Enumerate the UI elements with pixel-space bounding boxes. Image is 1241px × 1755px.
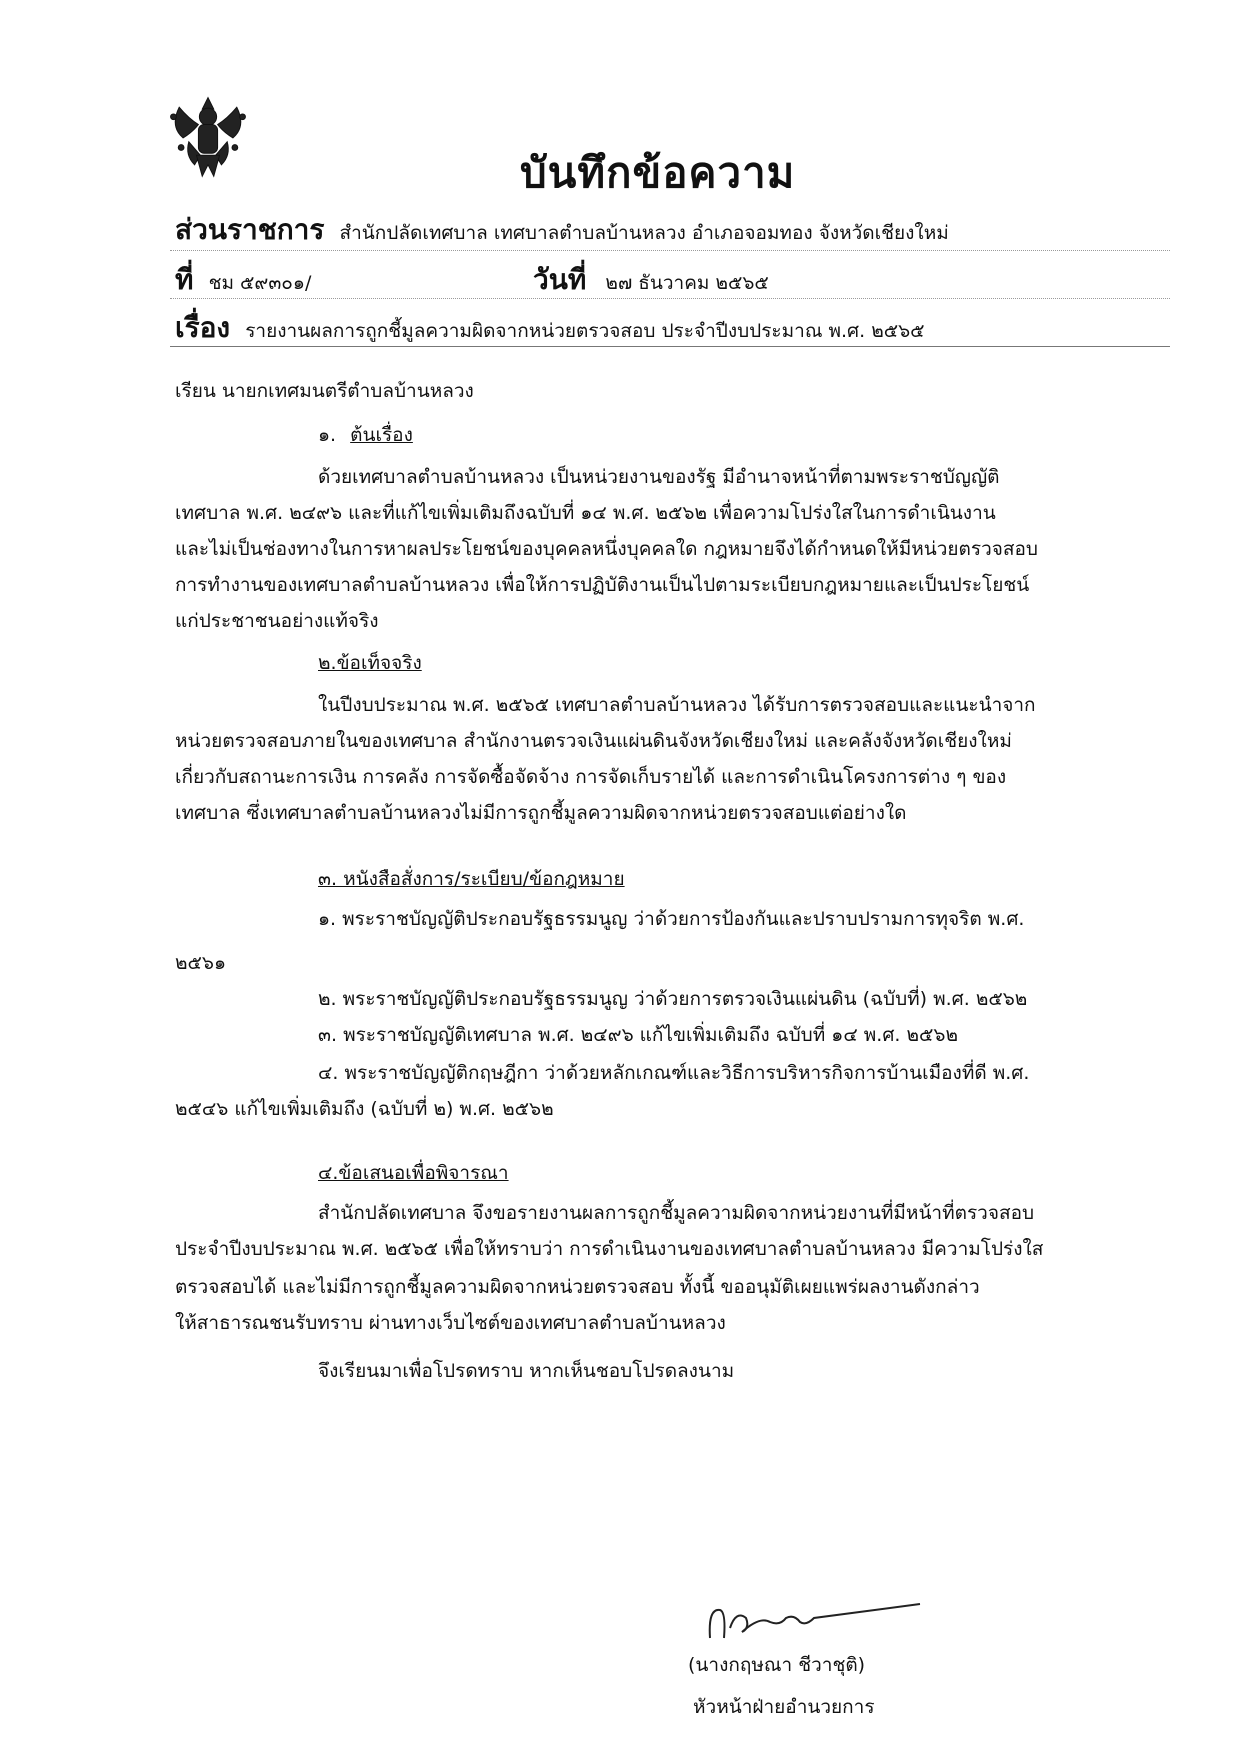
subject-label: เรื่อง	[175, 311, 231, 344]
section-2-line: ในปีงบประมาณ พ.ศ. ๒๕๖๕ เทศบาลตำบลบ้านหลวง ได้รับการตรวจสอบและแนะนำจาก	[318, 694, 1036, 716]
section-2-heading: ๒.ข้อเท็จจริง	[318, 652, 422, 674]
section-3-line: ๒๕๖๑	[175, 952, 227, 974]
section-2-line: หน่วยตรวจสอบภายในของเทศบาล สำนักงานตรวจเงินแผ่นดินจังหวัดเชียงใหม่ และคลังจังหวัดเชียงใหม่	[175, 730, 1012, 752]
agency-divider	[170, 250, 1170, 251]
section-4-line: ตรวจสอบได้ และไม่มีการถูกชี้มูลความผิดจากหน่วยตรวจสอบ ทั้งนี้ ขออนุมัติเผยแพร่ผลงานดังกล่าว	[175, 1276, 980, 1298]
section-2-line: เกี่ยวกับสถานะการเงิน การคลัง การจัดซื้อจัดจ้าง การจัดเก็บรายได้ และการดำเนินโครงการต่าง ๆ ของ	[175, 766, 1007, 788]
section-3-line: ๑. พระราชบัญญัติประกอบรัฐธรรมนูญ ว่าด้วยการป้องกันและปราบปรามการทุจริต พ.ศ.	[318, 908, 1025, 930]
section-1-line: ด้วยเทศบาลตำบลบ้านหลวง เป็นหน่วยงานของรัฐ มีอำนาจหน้าที่ตามพระราชบัญญัติ	[318, 466, 1000, 488]
section-4-heading: ๔.ข้อเสนอเพื่อพิจารณา	[318, 1162, 509, 1184]
section-4-line: ประจำปีงบประมาณ พ.ศ. ๒๕๖๕ เพื่อให้ทราบว่า การดำเนินงานของเทศบาลตำบลบ้านหลวง มีความโปร่งใส	[175, 1238, 1044, 1260]
section-3-line: ๔. พระราชบัญญัติกฤษฎีกา ว่าด้วยหลักเกณฑ์และวิธีการบริหารกิจการบ้านเมืองที่ดี พ.ศ.	[318, 1062, 1030, 1084]
salutation: เรียน นายกเทศมนตรีตำบลบ้านหลวง	[175, 380, 474, 402]
section-3-heading: ๓. หนังสือสั่งการ/ระเบียบ/ข้อกฎหมาย	[318, 868, 625, 890]
section-4-line: ให้สาธารณชนรับทราบ ผ่านทางเว็บไซต์ของเทศบาลตำบลบ้านหลวง	[175, 1312, 726, 1334]
section-1-line: การทำงานของเทศบาลตำบลบ้านหลวง เพื่อให้การปฏิบัติงานเป็นไปตามระเบียบกฎหมายและเป็นประโยชน์	[175, 574, 1030, 596]
page-title: บันทึกข้อความ	[520, 148, 796, 197]
signer-name: (นางกฤษณา ชีวาชุติ)	[688, 1654, 866, 1676]
section-3-line: ๓. พระราชบัญญัติเทศบาล พ.ศ. ๒๔๙๖ แก้ไขเพิ่มเติมถึง ฉบับที่ ๑๔ พ.ศ. ๒๕๖๒	[318, 1024, 958, 1046]
agency-row	[175, 208, 949, 252]
subject-value: รายงานผลการถูกชี้มูลความผิดจากหน่วยตรวจสอบ ประจำปีงบประมาณ พ.ศ. ๒๕๖๕	[245, 320, 925, 342]
ref-divider	[170, 298, 1170, 299]
ref-label: ที่	[175, 263, 194, 296]
date-label: วันที่	[533, 263, 587, 296]
section-1-line: และไม่เป็นช่องทางในการหาผลประโยชน์ของบุคคลหนึ่งบุคคลใด กฎหมายจึงได้กำหนดให้มีหน่วยตรวจสอบ	[175, 538, 1038, 560]
section-1-line: แก่ประชาชนอย่างแท้จริง	[175, 610, 379, 632]
section-3-line: ๒. พระราชบัญญัติประกอบรัฐธรรมนูญ ว่าด้วยการตรวจเงินแผ่นดิน (ฉบับที่) พ.ศ. ๒๕๖๒	[318, 988, 1028, 1010]
agency-label: ส่วนราชการ	[175, 213, 325, 246]
date-row	[533, 258, 769, 302]
ref-value: ชม ๕๙๓๐๑/	[208, 272, 312, 294]
section-1-number: ๑.	[318, 424, 337, 446]
handwritten-signature	[690, 1598, 930, 1648]
section-4-line: สำนักปลัดเทศบาล จึงขอรายงานผลการถูกชี้มูลความผิดจากหน่วยงานที่มีหน้าที่ตรวจสอบ	[318, 1202, 1035, 1224]
ref-row	[175, 258, 311, 302]
section-3-line: ๒๕๔๖ แก้ไขเพิ่มเติมถึง (ฉบับที่ ๒) พ.ศ. ๒๕๖๒	[175, 1098, 554, 1120]
garuda-emblem-icon	[160, 88, 256, 184]
section-1-heading	[318, 420, 413, 450]
signer-position: หัวหน้าฝ่ายอำนวยการ	[693, 1696, 875, 1718]
agency-value: สำนักปลัดเทศบาล เทศบาลตำบลบ้านหลวง อำเภอจอมทอง จังหวัดเชียงใหม่	[339, 222, 949, 244]
date-value: ๒๗ ธันวาคม ๒๕๖๕	[605, 272, 769, 294]
section-1-line: เทศบาล พ.ศ. ๒๔๙๖ และที่แก้ไขเพิ่มเติมถึงฉบับที่ ๑๔ พ.ศ. ๒๕๖๒ เพื่อความโปร่งใสในการดำเนินงาน	[175, 502, 996, 524]
section-1-title: ต้นเรื่อง	[350, 424, 413, 446]
closing-line: จึงเรียนมาเพื่อโปรดทราบ หากเห็นชอบโปรดลงนาม	[318, 1360, 735, 1382]
subject-divider	[170, 346, 1170, 347]
subject-row	[175, 306, 925, 350]
section-2-line: เทศบาล ซึ่งเทศบาลตำบลบ้านหลวงไม่มีการถูกชี้มูลความผิดจากหน่วยตรวจสอบแต่อย่างใด	[175, 802, 907, 824]
